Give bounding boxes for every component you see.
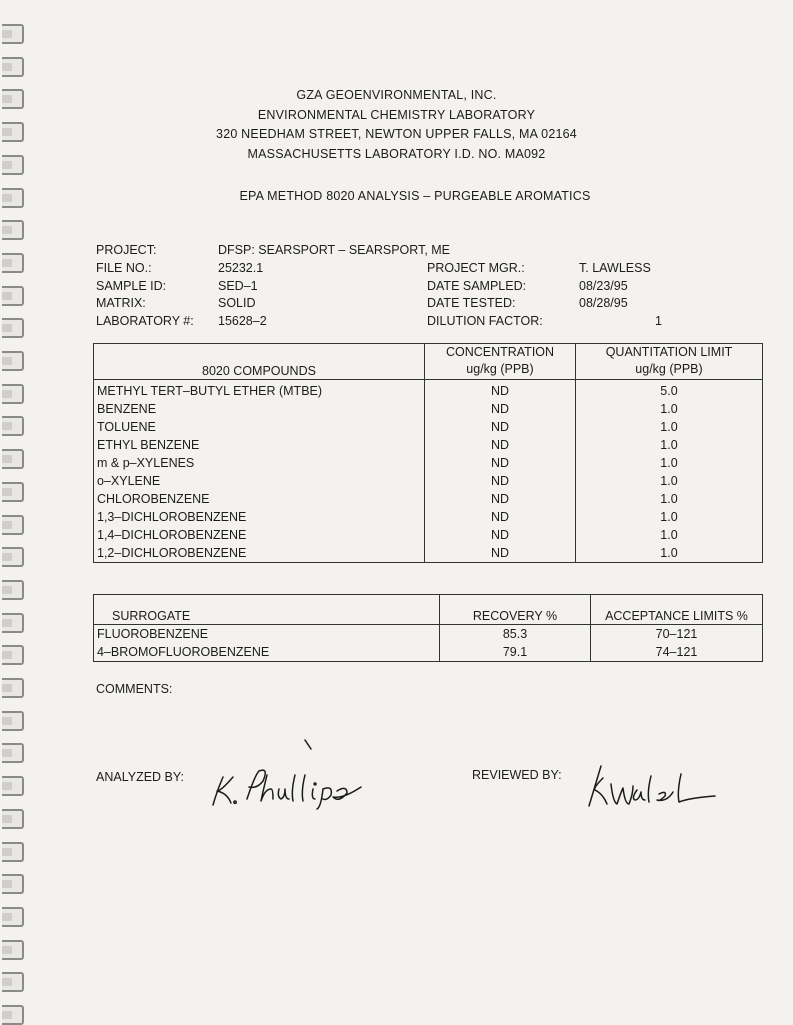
- matrix-label: MATRIX:: [96, 296, 146, 310]
- lab-number-label: LABORATORY #:: [96, 314, 194, 328]
- concentration-value: ND: [425, 526, 576, 544]
- compound-name: TOLUENE: [94, 418, 425, 436]
- surrogate-name: FLUOROBENZENE: [94, 625, 440, 644]
- spiral-ring: [2, 743, 24, 763]
- recovery-col-header: RECOVERY %: [440, 595, 591, 625]
- table-row: [94, 400, 763, 418]
- table-row: [94, 490, 763, 508]
- dilution-factor-value: 1: [655, 314, 662, 328]
- table-row: [94, 544, 763, 563]
- spiral-ring: [2, 24, 24, 44]
- concentration-col-header: [425, 344, 576, 380]
- compound-name: 1,3–DICHLOROBENZENE: [94, 508, 425, 526]
- quantitation-header-line2: ug/kg (PPB): [635, 362, 703, 376]
- project-label: PROJECT:: [96, 243, 157, 257]
- spiral-ring: [2, 678, 24, 698]
- quantitation-limit-value: 5.0: [660, 384, 678, 398]
- quantitation-limit-value: 1.0: [660, 402, 678, 416]
- matrix-value: SOLID: [218, 296, 256, 310]
- compound-name: 1,4–DICHLOROBENZENE: [94, 526, 425, 544]
- spiral-ring: [2, 809, 24, 829]
- table-row: [94, 643, 763, 662]
- table-row: [94, 454, 763, 472]
- spiral-ring: [2, 384, 24, 404]
- table-row: [94, 436, 763, 454]
- spiral-ring: [2, 874, 24, 894]
- compounds-table: [93, 343, 763, 563]
- table-row: [94, 380, 763, 401]
- reviewed-signature: [585, 758, 730, 818]
- comments-label: COMMENTS:: [96, 682, 173, 696]
- analyzed-by-label: ANALYZED BY:: [96, 770, 184, 784]
- sample-id-value: SED–1: [218, 279, 258, 293]
- compounds-header-row: [94, 344, 763, 380]
- concentration-value: ND: [425, 436, 576, 454]
- lab-name: ENVIRONMENTAL CHEMISTRY LABORATORY: [257, 107, 536, 122]
- concentration-value: ND: [425, 454, 576, 472]
- compound-name: m & p–XYLENES: [94, 454, 425, 472]
- table-row: [94, 508, 763, 526]
- lab-number-value: 15628–2: [218, 314, 267, 328]
- quantitation-col-header: [576, 344, 763, 380]
- compound-name: o–XYLENE: [94, 472, 425, 490]
- quantitation-limit-value: 1.0: [660, 474, 678, 488]
- table-row: [94, 526, 763, 544]
- spiral-ring: [2, 645, 24, 665]
- reviewed-by-label: REVIEWED BY:: [472, 768, 562, 782]
- acceptance-limits-col-header: ACCEPTANCE LIMITS %: [591, 595, 763, 625]
- project-mgr-label: PROJECT MGR.:: [427, 261, 525, 275]
- acceptance-limits-value: 70–121: [655, 627, 698, 641]
- table-row: [94, 418, 763, 436]
- spiral-ring: [2, 613, 24, 633]
- spiral-ring: [2, 1005, 24, 1025]
- quantitation-limit-value: 1.0: [660, 546, 678, 560]
- recovery-value: 79.1: [440, 643, 591, 662]
- compound-name: CHLOROBENZENE: [94, 490, 425, 508]
- date-tested-value: 08/28/95: [579, 296, 628, 310]
- lab-header: [0, 86, 793, 164]
- acceptance-limits-value: 74–121: [655, 645, 698, 659]
- concentration-value: ND: [425, 400, 576, 418]
- spiral-ring: [2, 318, 24, 338]
- file-no-value: 25232.1: [218, 261, 264, 275]
- concentration-value: ND: [425, 490, 576, 508]
- compound-name: BENZENE: [94, 400, 425, 418]
- date-sampled-value: 08/23/95: [579, 279, 628, 293]
- spiral-ring: [2, 842, 24, 862]
- spiral-ring: [2, 907, 24, 927]
- spiral-ring: [2, 220, 24, 240]
- concentration-value: ND: [425, 380, 576, 401]
- concentration-value: ND: [425, 508, 576, 526]
- table-row: [94, 472, 763, 490]
- quantitation-limit-value: 1.0: [660, 420, 678, 434]
- surrogate-table: [93, 594, 763, 662]
- quantitation-limit-value: 1.0: [660, 438, 678, 452]
- date-sampled-label: DATE SAMPLED:: [427, 279, 527, 293]
- spiral-ring: [2, 449, 24, 469]
- lab-id: MASSACHUSETTS LABORATORY I.D. NO. MA092: [247, 146, 546, 161]
- quantitation-limit-value: 1.0: [660, 456, 678, 470]
- quantitation-header-line1: QUANTITATION LIMIT: [605, 345, 733, 359]
- sample-id-label: SAMPLE ID:: [96, 279, 167, 293]
- surrogate-col-header: SURROGATE: [94, 595, 440, 625]
- spiral-ring: [2, 711, 24, 731]
- spiral-ring: [2, 547, 24, 567]
- spiral-ring: [2, 515, 24, 535]
- lab-address: 320 NEEDHAM STREET, NEWTON UPPER FALLS, MA 02164: [216, 127, 577, 141]
- concentration-header-line2: ug/kg (PPB): [466, 362, 534, 376]
- compound-name: METHYL TERT–BUTYL ETHER (MTBE): [94, 380, 425, 401]
- dilution-factor-label: DILUTION FACTOR:: [427, 314, 543, 328]
- table-row: [94, 625, 763, 644]
- spiral-ring: [2, 776, 24, 796]
- surrogate-name: 4–BROMOFLUOROBENZENE: [94, 643, 440, 662]
- concentration-value: ND: [425, 418, 576, 436]
- project-mgr-value: T. LAWLESS: [579, 261, 651, 275]
- concentration-value: ND: [425, 472, 576, 490]
- quantitation-limit-value: 1.0: [660, 492, 678, 506]
- spiral-ring: [2, 57, 24, 77]
- compound-name: ETHYL BENZENE: [94, 436, 425, 454]
- spiral-ring: [2, 351, 24, 371]
- concentration-header-line1: CONCENTRATION: [445, 345, 555, 359]
- date-tested-label: DATE TESTED:: [427, 296, 516, 310]
- spiral-ring: [2, 253, 24, 273]
- compound-name: 1,2–DICHLOROBENZENE: [94, 544, 425, 563]
- spiral-ring: [2, 940, 24, 960]
- file-no-label: FILE NO.:: [96, 261, 152, 275]
- quantitation-limit-value: 1.0: [660, 510, 678, 524]
- project-value: DFSP: SEARSPORT – SEARSPORT, ME: [218, 243, 451, 257]
- company-name: GZA GEOENVIRONMENTAL, INC.: [296, 88, 497, 102]
- spiral-ring: [2, 286, 24, 306]
- recovery-value: 85.3: [440, 625, 591, 644]
- method-title: EPA METHOD 8020 ANALYSIS – PURGEABLE AROMATICS: [239, 189, 591, 203]
- spiral-ring: [2, 482, 24, 502]
- analyzed-signature: [205, 735, 385, 810]
- quantitation-limit-value: 1.0: [660, 528, 678, 542]
- concentration-value: ND: [425, 544, 576, 563]
- spiral-ring: [2, 972, 24, 992]
- spiral-ring: [2, 580, 24, 600]
- surrogate-header-row: [94, 595, 763, 625]
- spiral-ring: [2, 416, 24, 436]
- compounds-col-header: 8020 COMPOUNDS: [94, 344, 425, 380]
